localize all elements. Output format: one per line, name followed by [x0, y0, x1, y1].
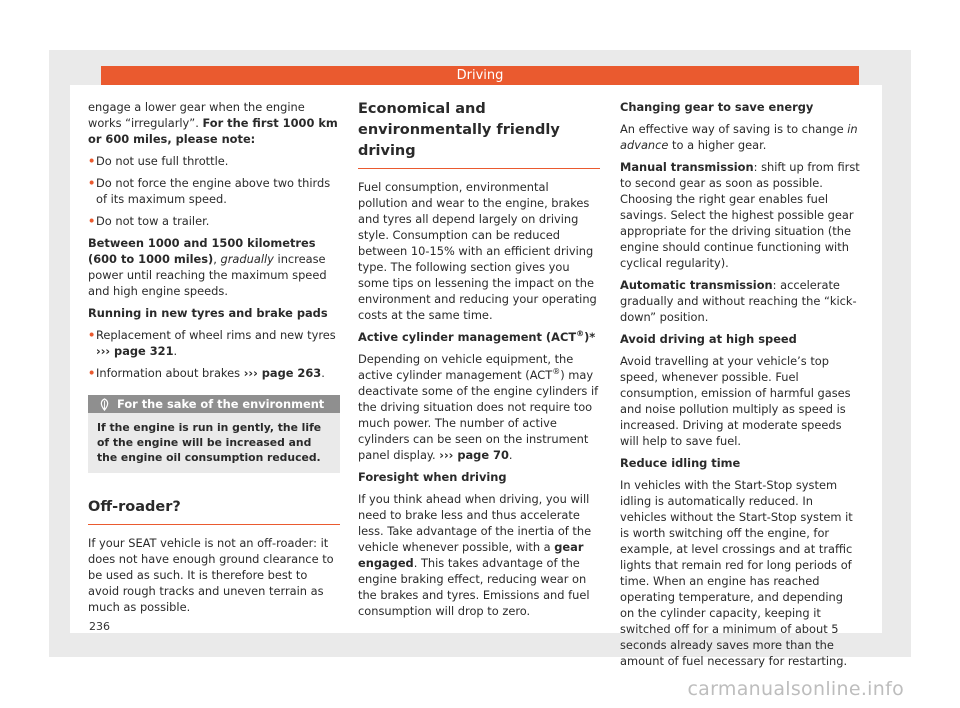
bullet-dot: • — [88, 214, 96, 228]
automatic-paragraph: Automatic transmission: accelerate gradually and without reaching the “kick-down” position. — [620, 278, 857, 324]
leaf-icon — [98, 398, 111, 411]
list-item: • Do not tow a trailer. — [88, 214, 210, 228]
environment-note — [88, 395, 340, 473]
environment-note-body: If the engine is run in gently, the life of the engine will be increased and the engine oil consumption reduced. — [97, 421, 322, 464]
act-heading: Active cylinder management (ACT®)* — [358, 329, 596, 344]
section-header: Driving — [101, 66, 859, 85]
act-paragraph: Depending on vehicle equipment, the active cylinder management (ACT®) may deactivate some of the engine cylinders if the driving situation does not require too much power. The number of active cylinders can be seen on the instrument panel display. ››› page 70. — [358, 352, 599, 462]
page-number: 236 — [89, 620, 110, 633]
column-1 — [88, 99, 340, 621]
eco-paragraph: Fuel consumption, environmental pollution and wear to the engine, brakes and tyres all depend largely on driving style. Consumption can be reduced between 10-15% with an efficient driving type. The following section gives you some tips on lessening the impact on the environment and reducing your operating costs at the same time. — [358, 180, 597, 322]
gear-heading: Changing gear to save energy — [620, 100, 814, 114]
bullet-dot: • — [88, 154, 96, 168]
bullet-dot: • — [88, 176, 96, 190]
gear-paragraph: An effective way of saving is to change in advance to a higher gear. — [620, 122, 858, 152]
list-item: • Do not force the engine above two thirds of its maximum speed. — [88, 176, 331, 206]
idle-paragraph: In vehicles with the Start-Stop system idling is automatically reduced. In vehicles without the Start-Stop system it is worth switching off the engine, for example, at level crossings and at traffic lights that remain red for long periods of time. When an engine has reached operating temperature, and depending on the cylinder capacity, keeping it switched off for a minimum of about 5 seconds already saves more than the amount of fuel necessary for restarting. — [620, 478, 853, 668]
page-link[interactable]: ››› page 70 — [439, 448, 509, 462]
eco-heading: Economical and environmentally friendly driving — [358, 99, 600, 169]
list-item: • Information about brakes ››› page 263. — [88, 366, 325, 380]
gradual-paragraph: Between 1000 and 1500 kilometres (600 to 1000 miles), gradually increase power until reaching the maximum speed and high engine speeds. — [88, 236, 327, 298]
manual-paragraph: Manual transmission: shift up from first to second gear as soon as possible. Choosing the right gear enables fuel savings. Select the highest possible gear appropriate for the driving situation (the engine should continue functioning with cyclical regularity). — [620, 160, 860, 270]
foresight-paragraph: If you think ahead when driving, you will need to brake less and thus accelerate less. Take advantage of the inertia of the vehicle whenever possible, with a gear engaged. This takes advantage of the engine braking effect, reducing wear on the brakes and tyres. Emissions and fuel consumption will drop to zero. — [358, 492, 592, 618]
bullet-dot: • — [88, 366, 96, 380]
watermark: carmanualsonline.info — [687, 678, 904, 700]
speed-heading: Avoid driving at high speed — [620, 332, 797, 346]
foresight-heading: Foresight when driving — [358, 470, 507, 484]
tyres-heading: Running in new tyres and brake pads — [88, 306, 328, 320]
environment-note-title: For the sake of the environment — [88, 395, 340, 413]
intro-paragraph: engage a lower gear when the engine works “irregularly”. For the first 1000 km or 600 miles, please note: — [88, 100, 338, 146]
list-item: • Replacement of wheel rims and new tyres ››› page 321. — [88, 328, 336, 358]
bullet-dot: • — [88, 328, 96, 342]
idle-heading: Reduce idling time — [620, 456, 741, 470]
offroad-heading: Off-roader? — [88, 497, 340, 525]
list-item: • Do not use full throttle. — [88, 154, 229, 168]
speed-paragraph: Avoid travelling at your vehicle’s top speed, whenever possible. Fuel consumption, emission of harmful gases and noise pollution multiply as speed is increased. Driving at moderate speeds will help to save fuel. — [620, 354, 851, 448]
page-link[interactable]: ››› page 263 — [243, 366, 322, 380]
column-3 — [620, 99, 860, 675]
page-link[interactable]: ››› page 321 — [96, 344, 174, 358]
column-2 — [358, 99, 600, 625]
offroad-paragraph: If your SEAT vehicle is not an off-roader: it does not have enough ground clearance to be used as such. It is therefore best to avoid rough tracks and uneven terrain as much as possible. — [88, 536, 334, 614]
